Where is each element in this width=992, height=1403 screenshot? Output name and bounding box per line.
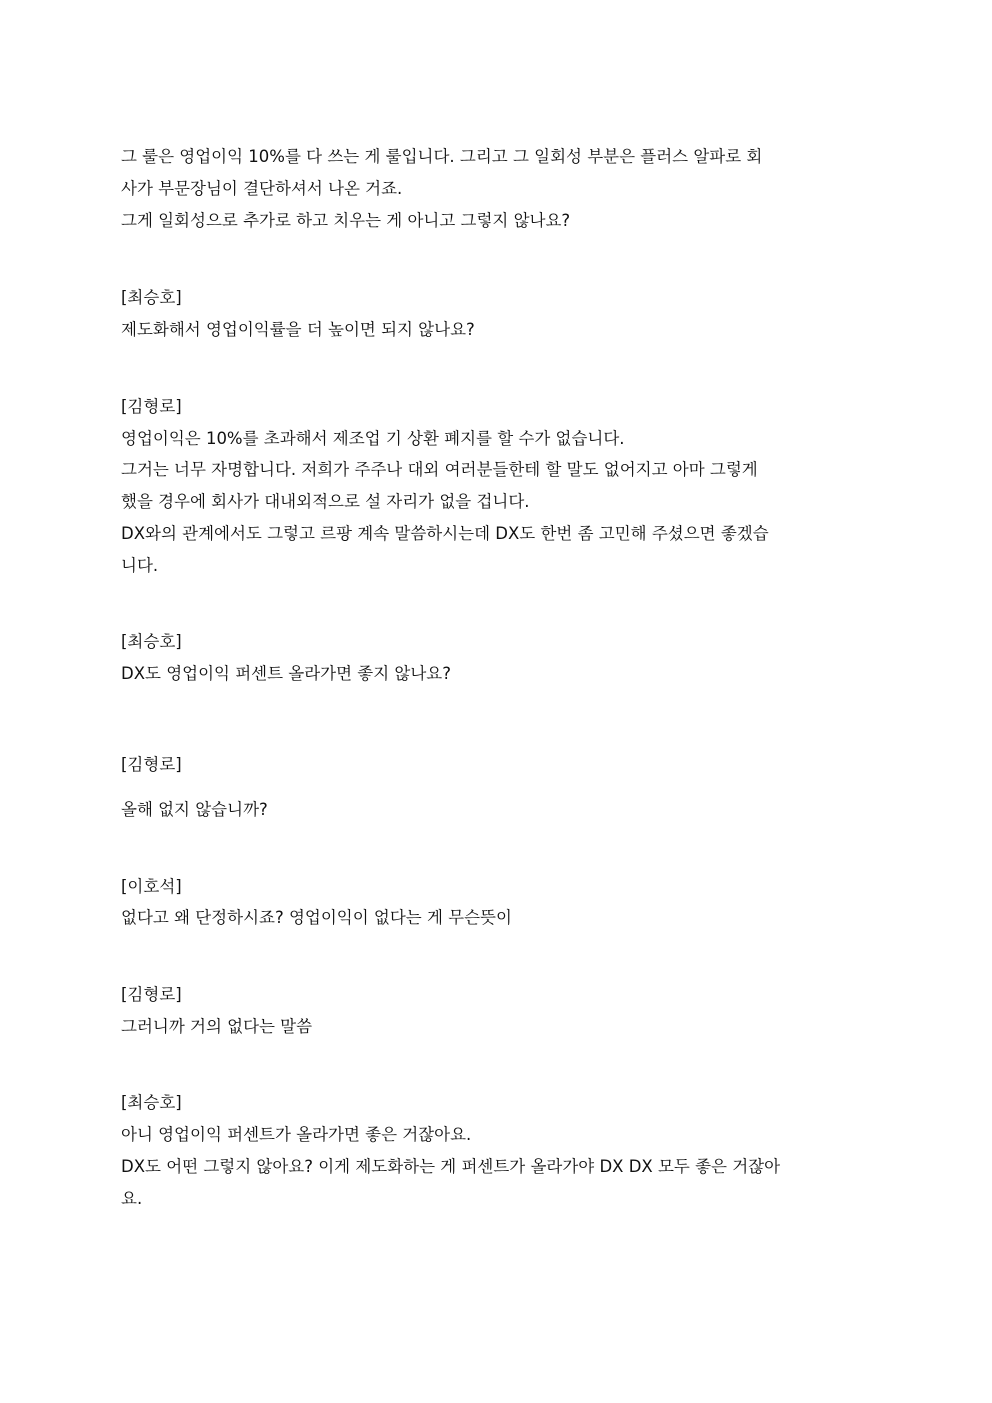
paragraph-line: 사가 부문장님이 결단하셔서 나온 거죠. [121,179,403,198]
paragraph-line: DX와의 관계에서도 그렇고 르팡 계속 말씀하시는데 DX도 한번 좀 고민해 주셨으면 좋겠습 [121,524,769,543]
paragraph-line: 했을 경우에 회사가 대내외적으로 설 자리가 없을 겁니다. [121,492,530,511]
speaker-label: [최승호] [121,1093,182,1112]
paragraph-line: DX도 영업이익 퍼센트 올라가면 좋지 않나요? [121,664,451,683]
speaker-label: [김형로] [121,755,182,774]
paragraph-line: 제도화해서 영업이익률을 더 높이면 되지 않나요? [121,320,475,339]
paragraph-line: 올해 없지 않습니까? [121,800,268,819]
paragraph-line: 없다고 왜 단정하시죠? 영업이익이 없다는 게 무슨뜻이 [121,908,512,927]
paragraph-line: 그거는 너무 자명합니다. 저희가 주주나 대외 여러분들한테 할 말도 없어지고 아마 그렇게 [121,460,758,479]
speaker-label: [김형로] [121,397,182,416]
paragraph-line: DX도 어떤 그렇지 않아요? 이게 제도화하는 게 퍼센트가 올라가야 DX DX 모두 좋은 거잖아 [121,1157,781,1176]
paragraph-line: 아니 영업이익 퍼센트가 올라가면 좋은 거잖아요. [121,1125,472,1144]
paragraph-line: 영업이익은 10%를 초과해서 제조업 기 상환 폐지를 할 수가 없습니다. [121,429,625,448]
paragraph-line: 그게 일회성으로 추가로 하고 치우는 게 아니고 그렇지 않나요? [121,211,571,230]
paragraph-line: 그 룰은 영업이익 10%를 다 쓰는 게 룰입니다. 그리고 그 일회성 부분은 플러스 알파로 회 [121,147,763,166]
paragraph-line: 요. [121,1189,143,1208]
speaker-label: [최승호] [121,288,182,307]
paragraph-line: 니다. [121,556,159,575]
speaker-label: [최승호] [121,632,182,651]
speaker-label: [이호석] [121,877,182,896]
speaker-label: [김형로] [121,985,182,1004]
paragraph-line: 그러니까 거의 없다는 말씀 [121,1017,313,1036]
